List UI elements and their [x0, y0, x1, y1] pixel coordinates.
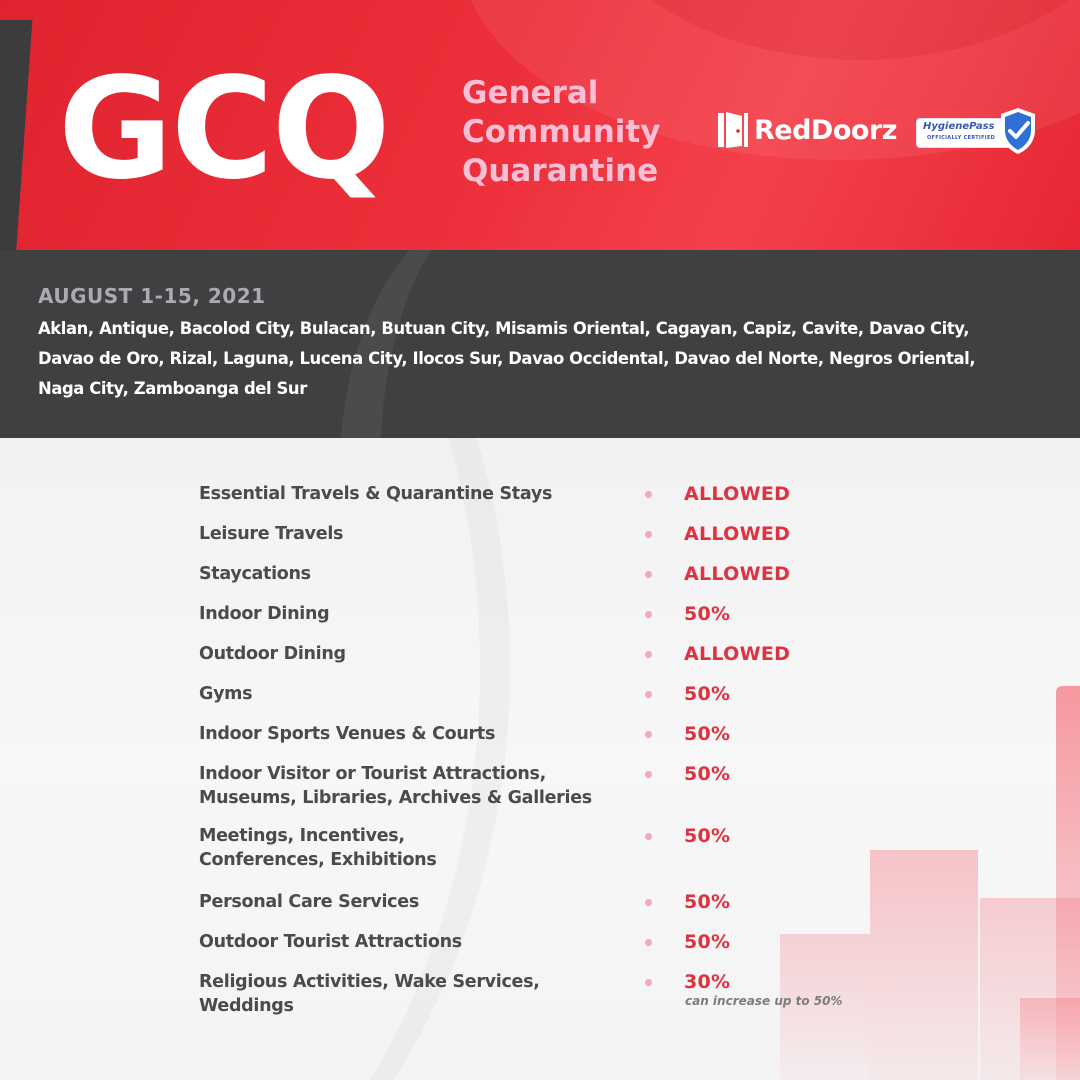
rule-label: Indoor Visitor or Tourist Attractions,	[199, 764, 546, 784]
rule-label: Meetings, Incentives,	[199, 826, 405, 846]
date-range: AUGUST 1-15, 2021	[38, 284, 266, 308]
rule-value: 50%	[684, 763, 731, 785]
rule-value: ALLOWED	[684, 483, 791, 505]
rule-label: Outdoor Tourist Attractions	[199, 932, 462, 952]
subtitle-line: Quarantine	[462, 153, 659, 189]
rule-note: can increase up to 50%	[685, 994, 843, 1008]
rule-label: Outdoor Dining	[199, 644, 346, 664]
rule-label: Conferences, Exhibitions	[199, 850, 437, 870]
badge-name: HygienePass	[923, 121, 995, 132]
bullet-icon	[645, 691, 652, 698]
subtitle-line: General	[462, 75, 599, 111]
rule-value: 50%	[684, 825, 731, 847]
rule-label: Leisure Travels	[199, 524, 344, 544]
rule-value: 50%	[684, 723, 731, 745]
rule-value: 50%	[684, 603, 731, 625]
rule-value: 50%	[684, 891, 731, 913]
bullet-icon	[645, 491, 652, 498]
header-banner	[0, 0, 1080, 250]
badge-subtitle: OFFICIALLY CERTIFIED	[927, 135, 996, 141]
rule-label: Gyms	[199, 684, 253, 704]
region-line: Aklan, Antique, Bacolod City, Bulacan, Butuan City, Misamis Oriental, Cagayan, Capiz, Cavite, Davao City,	[38, 319, 970, 338]
rule-value: ALLOWED	[684, 563, 791, 585]
rule-value: 50%	[684, 931, 731, 953]
brand-name: RedDoorz	[754, 114, 897, 146]
bullet-icon	[645, 531, 652, 538]
info-band	[0, 250, 1080, 438]
page-title: GCQ	[58, 48, 389, 211]
rule-value: ALLOWED	[684, 523, 791, 545]
rule-label: Religious Activities, Wake Services,	[199, 972, 540, 992]
rule-label: Museums, Libraries, Archives & Galleries	[199, 788, 592, 808]
rule-value: ALLOWED	[684, 643, 791, 665]
rule-label: Essential Travels & Quarantine Stays	[199, 484, 553, 504]
bullet-icon	[645, 979, 652, 986]
rule-label: Weddings	[199, 996, 294, 1016]
door-icon	[716, 110, 750, 150]
bullet-icon	[645, 611, 652, 618]
bullet-icon	[645, 939, 652, 946]
rule-label: Indoor Sports Venues & Courts	[199, 724, 496, 744]
bullet-icon	[645, 651, 652, 658]
bullet-icon	[645, 899, 652, 906]
page-subtitle	[462, 74, 660, 191]
rule-value: 30%	[684, 971, 731, 993]
decorative-building	[870, 850, 978, 1080]
hygiene-badge	[916, 106, 1038, 156]
rule-value: 50%	[684, 683, 731, 705]
bullet-icon	[645, 731, 652, 738]
bullet-icon	[645, 833, 652, 840]
rule-label: Personal Care Services	[199, 892, 419, 912]
brand-logo	[716, 110, 897, 150]
decorative-building	[1020, 998, 1080, 1080]
rule-label: Indoor Dining	[199, 604, 330, 624]
region-line: Davao de Oro, Rizal, Laguna, Lucena City, Ilocos Sur, Davao Occidental, Davao del Norte, Negros Oriental,	[38, 349, 976, 368]
subtitle-line: Community	[462, 114, 661, 150]
shield-check-icon	[998, 106, 1038, 156]
rules-panel	[0, 438, 1080, 1080]
bullet-icon	[645, 771, 652, 778]
bullet-icon	[645, 571, 652, 578]
decorative-stripe	[0, 20, 32, 250]
rule-label: Staycations	[199, 564, 311, 584]
region-list	[38, 314, 1058, 404]
region-line: Naga City, Zamboanga del Sur	[38, 379, 307, 398]
